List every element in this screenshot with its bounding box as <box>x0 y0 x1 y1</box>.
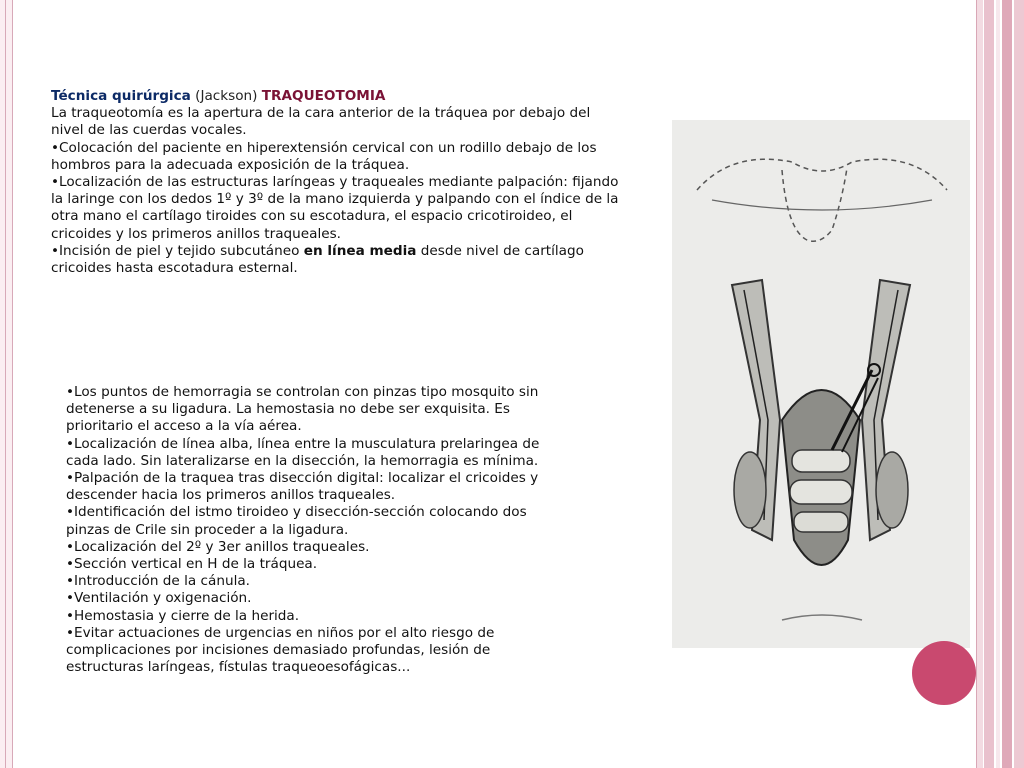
slide-heading <box>51 88 621 105</box>
text-block-technique <box>51 88 621 277</box>
list-item: •Localización de línea alba, línea entre la musculatura prelaringea de cada lado. Sin lateralizarse en la disección, la hemorragia es mínima. <box>66 435 540 469</box>
list-item: •Evitar actuaciones de urgencias en niños por el alto riesgo de complicaciones por incisiones demasiado profundas, lesión de estructuras laríngeas, fístulas traqueoesofágicas... <box>66 624 495 676</box>
list-item: •Ventilación y oxigenación. <box>66 590 252 607</box>
incision-emphasis: en línea media <box>303 242 417 259</box>
bullet-positioning: •Colocación del paciente en hiperextensión cervical con un rodillo debajo de los hombros para la adecuada exposición de la tráquea. <box>51 139 597 173</box>
intro-paragraph: La traqueotomía es la apertura de la cara anterior de la tráquea por debajo del nivel de las cuerdas vocales. <box>51 105 591 139</box>
list-item: •Introducción de la cánula. <box>66 573 251 590</box>
text-block-steps <box>66 384 566 676</box>
right-decorative-stripes <box>976 0 1024 768</box>
list-item: •Palpación de la traquea tras disección digital: localizar el cricoides y descender hacia los primeros anillos traqueales. <box>66 470 539 504</box>
list-item: •Hemostasia y cierre de la herida. <box>66 607 300 624</box>
list-item: •Sección vertical en H de la tráquea. <box>66 556 318 573</box>
list-item: •Los puntos de hemorragia se controlan con pinzas tipo mosquito sin detenerse a su ligadura. La hemostasia no debe ser exquisita. Es prioritario el acceso a la vía aérea. <box>66 384 539 435</box>
heading-author: (Jackson) <box>190 88 262 104</box>
decorative-circle <box>912 641 976 705</box>
tracheotomy-illustration <box>672 120 970 648</box>
bullet-incision: •Incisión de piel y tejido subcutáneo en línea media desde nivel de cartílago cricoides hasta escotadura esternal. <box>51 242 584 277</box>
bullet-localization: •Localización de las estructuras laríngeas y traqueales mediante palpación: fijando la laringe con los dedos 1º y 3º de la mano izquierda y palpando con el índice de la otra mano el cartílago tiroides con su escotadura, el espacio cricotiroideo, el cricoides y los primeros anillos traqueales. <box>51 174 619 242</box>
list-item: •Localización del 2º y 3er anillos traqueales. <box>66 538 370 555</box>
heading-procedure: TRAQUEOTOMIA <box>261 88 386 104</box>
left-decorative-border <box>0 0 13 768</box>
list-item: •Identificación del istmo tiroideo y disección-sección colocando dos pinzas de Crile sin proceder a la ligadura. <box>66 504 527 538</box>
heading-technique: Técnica quirúrgica <box>51 88 191 104</box>
